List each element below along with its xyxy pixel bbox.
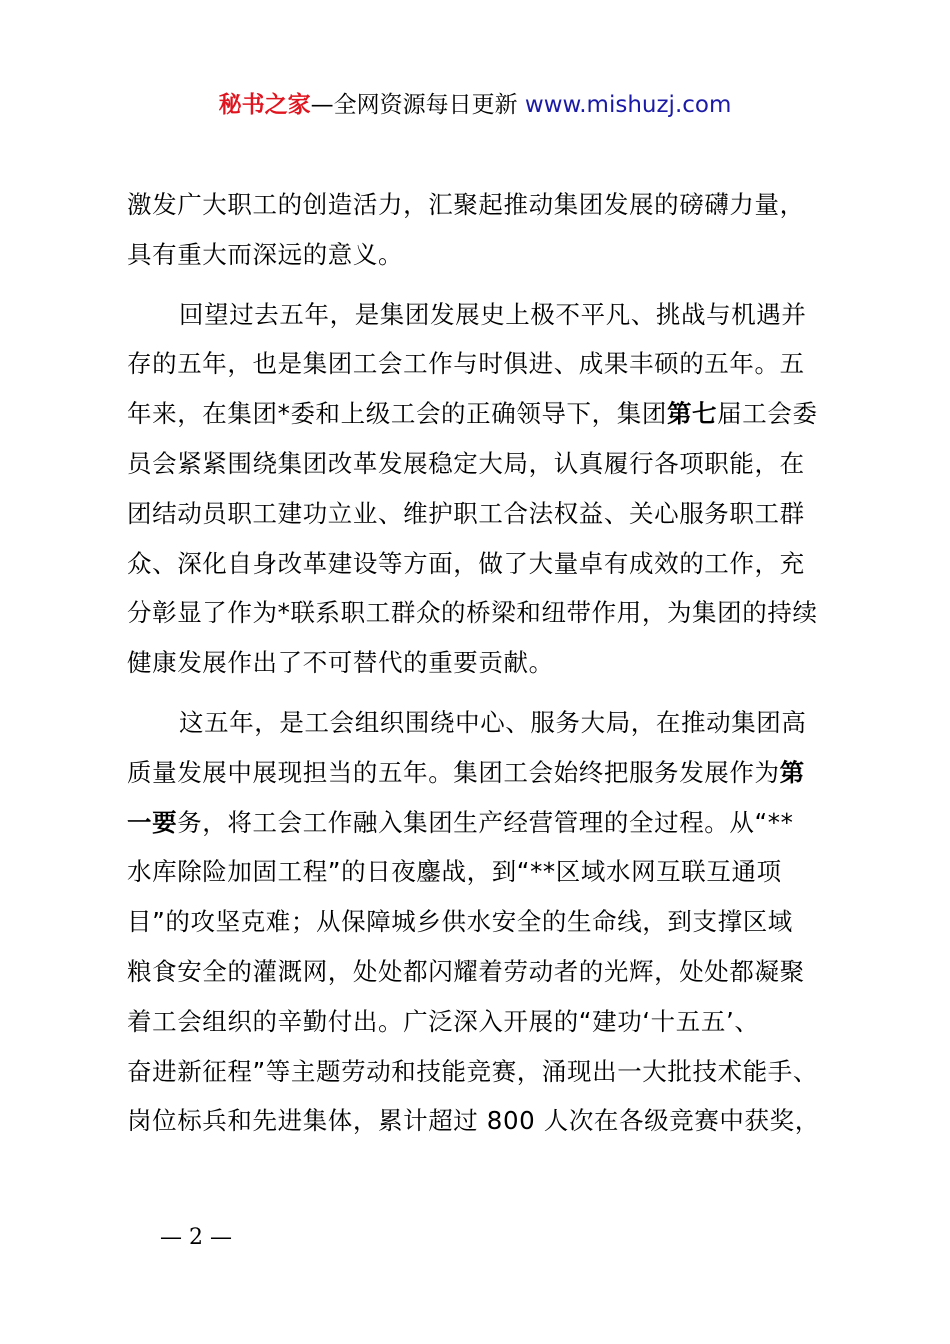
text-line: 健康发展作出了不可替代的重要贡献。 — [127, 648, 554, 678]
bold-text: 一要 — [127, 807, 178, 837]
text-line: 分彰显了作为*联系职工群众的桥梁和纽带作用，为集团的持续 — [127, 598, 818, 628]
text-line: 具有重大而深远的意义。 — [127, 239, 404, 269]
text-line: 水库除险加固工程”的日夜鏖战，到“**区域水网互联互通项 — [127, 857, 782, 887]
text-line-mixed — [127, 389, 833, 439]
text-line-mixed — [127, 798, 833, 848]
bold-text: 第七 — [666, 399, 718, 429]
text-line: 众、深化自身改革建设等方面，做了大量卓有成效的工作，充 — [127, 548, 805, 578]
text-line: 员会紧紧围绕集团改革发展稳定大局，认真履行各项职能，在 — [127, 448, 805, 478]
page-number: — 2 — — [160, 1225, 232, 1250]
page-header — [0, 88, 950, 122]
text-line: 粮食安全的灌溉网，处处都闪耀着劳动者的光辉，处处都凝聚 — [127, 956, 805, 986]
header-brand: 秘书之家 — [218, 92, 311, 118]
text-line-mixed — [127, 748, 833, 798]
text-line: 激发广大职工的创造活力，汇聚起推动集团发展的磅礴力量， — [127, 190, 805, 219]
header-tagline: —全网资源每日更新 — [310, 92, 518, 118]
text-line: 岗位标兵和先进集体，累计超过 800 人次在各级竞赛中获奖， — [127, 1106, 820, 1136]
text-line: 奋进新征程”等主题劳动和技能竞赛，涌现出一大批技术能手、 — [127, 1056, 818, 1086]
text-line: 目”的攻坚克难；从保障城乡供水安全的生命线，到支撑区域 — [127, 907, 793, 937]
text-segment: 质量发展中展现担当的五年。集团工会始终把服务发展作为 — [127, 757, 780, 787]
header-url[interactable]: www.mishuzj.com — [524, 92, 732, 118]
paragraph-gap — [127, 280, 833, 290]
text-line: 团结动员职工建功立业、维护职工合法权益、关心服务职工群 — [127, 498, 805, 528]
bold-text: 第 — [779, 757, 805, 787]
text-line: 这五年，是工会组织围绕中心、服务大局，在推动集团高 — [179, 707, 807, 737]
paragraph-gap — [127, 688, 833, 698]
text-line: 回望过去五年，是集团发展史上极不平凡、挑战与机遇并 — [179, 299, 807, 329]
text-segment: 年来，在集团*委和上级工会的正确领导下，集团 — [127, 399, 667, 429]
text-segment: 届工会委 — [717, 399, 818, 429]
text-segment: 务，将工会工作融入集团生产经营管理的全过程。从“** — [177, 807, 794, 837]
text-line: 存的五年，也是集团工会工作与时俱进、成果丰硕的五年。五 — [127, 349, 805, 379]
text-line: 着工会组织的辛勤付出。广泛深入开展的“建功‘十五五’、 — [127, 1006, 760, 1036]
document-body — [127, 180, 833, 1146]
